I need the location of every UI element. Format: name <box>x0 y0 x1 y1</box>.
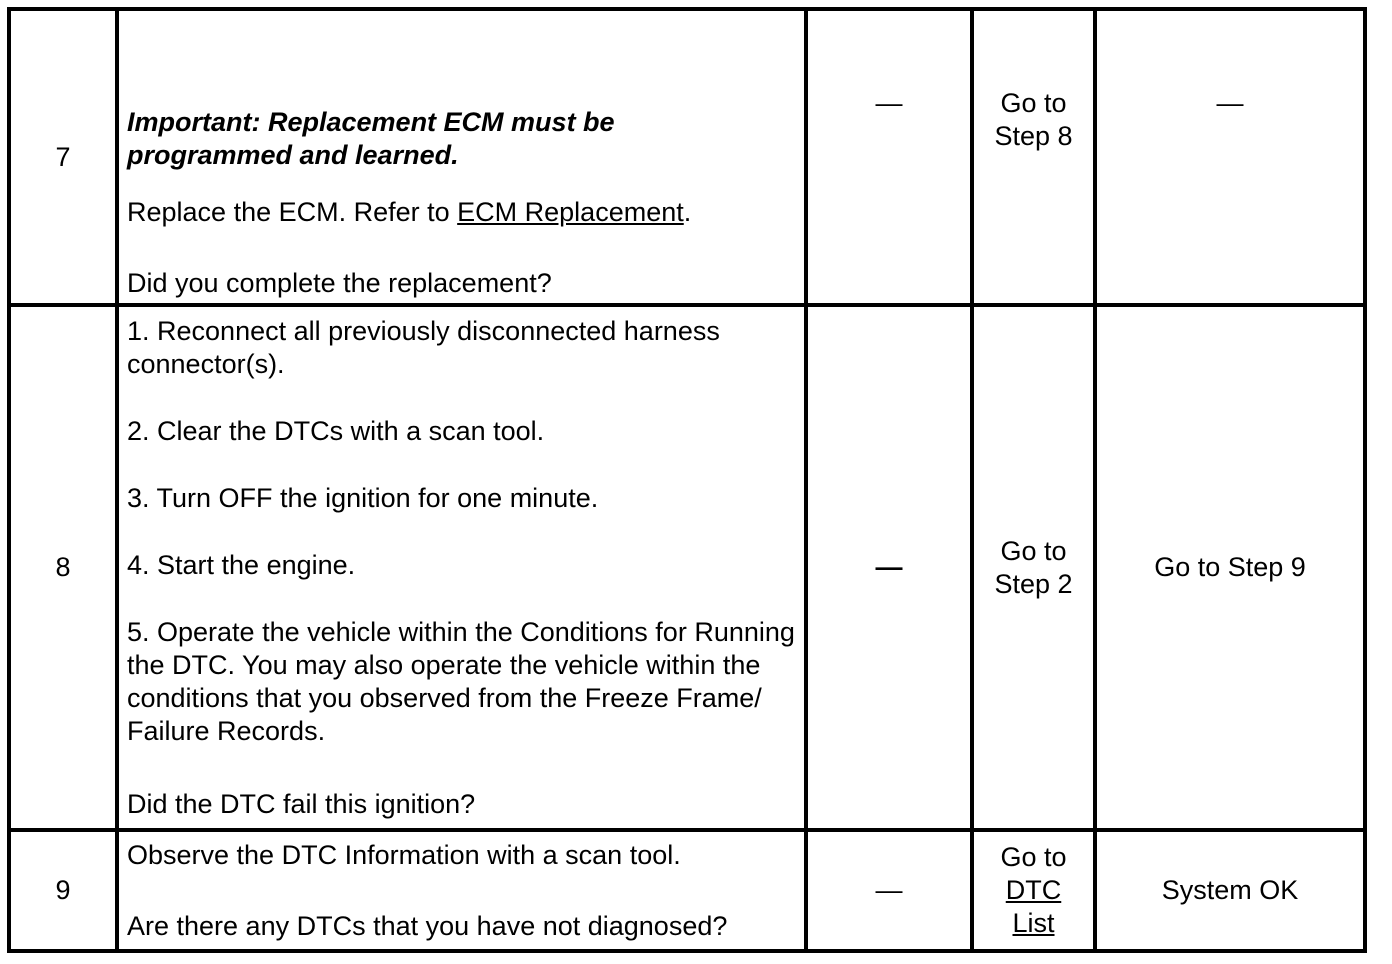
values-cell <box>806 830 972 951</box>
yes-goto-prefix: Go to <box>1000 842 1067 872</box>
yes-goto-step-8[interactable]: Go to Step 8 <box>994 88 1073 151</box>
yes-cell <box>972 305 1095 830</box>
question-text: Did you complete the replacement? <box>127 268 552 298</box>
step-item-1: 1. Reconnect all previously disconnected harness connector(s). <box>127 316 720 379</box>
step-number <box>9 830 117 951</box>
values-dash: — <box>875 875 903 905</box>
instruction-text <box>127 196 798 229</box>
action-cell <box>117 830 806 951</box>
ecm-replacement-link[interactable]: ECM Replacement <box>457 197 684 227</box>
important-note: Important: Replacement ECM must be programmed and learned. <box>127 107 615 170</box>
instruction-prefix: Replace the ECM. Refer to <box>127 197 458 227</box>
dtc-list-link-line1[interactable]: DTC <box>1005 875 1062 905</box>
instruction-text: Observe the DTC Information with a scan tool. <box>127 839 681 870</box>
no-cell <box>1095 305 1365 830</box>
step-item-3: 3. Turn OFF the ignition for one minute. <box>127 483 599 513</box>
question-text: Did the DTC fail this ignition? <box>127 789 476 819</box>
no-cell <box>1095 830 1365 951</box>
action-cell <box>117 9 806 305</box>
dtc-list-link-line2[interactable]: List <box>1012 908 1055 938</box>
step-number <box>9 9 117 305</box>
step-item-2: 2. Clear the DTCs with a scan tool. <box>127 416 545 446</box>
question-text: Are there any DTCs that you have not diagnosed? <box>127 910 728 941</box>
table-row-step-7 <box>9 9 1365 305</box>
diagnostic-table <box>7 7 1367 953</box>
step-item-4: 4. Start the engine. <box>127 550 356 580</box>
step-number <box>9 305 117 830</box>
step-item-5: 5. Operate the vehicle within the Conditions for Running the DTC. You may also operate the vehicle within the conditions that you observed from the Freeze Frame/ Failure Records. <box>127 617 795 746</box>
table-row-step-9 <box>9 830 1365 951</box>
values-dash: — <box>875 88 903 118</box>
no-dash: — <box>1216 88 1244 118</box>
action-cell <box>117 305 806 830</box>
step-number-text: 8 <box>55 552 71 582</box>
step-number-text: 9 <box>55 875 71 905</box>
yes-cell <box>972 9 1095 305</box>
no-system-ok: System OK <box>1161 875 1299 905</box>
no-goto-step-9[interactable]: Go to Step 9 <box>1154 552 1306 582</box>
table-row-step-8 <box>9 305 1365 830</box>
step-number-text: 7 <box>55 141 71 172</box>
instruction-suffix: . <box>683 197 692 227</box>
values-cell <box>806 305 972 830</box>
values-dash: — <box>875 552 903 582</box>
no-cell <box>1095 9 1365 305</box>
yes-cell <box>972 830 1095 951</box>
values-cell <box>806 9 972 305</box>
yes-goto-step-2[interactable]: Go to Step 2 <box>994 535 1073 599</box>
